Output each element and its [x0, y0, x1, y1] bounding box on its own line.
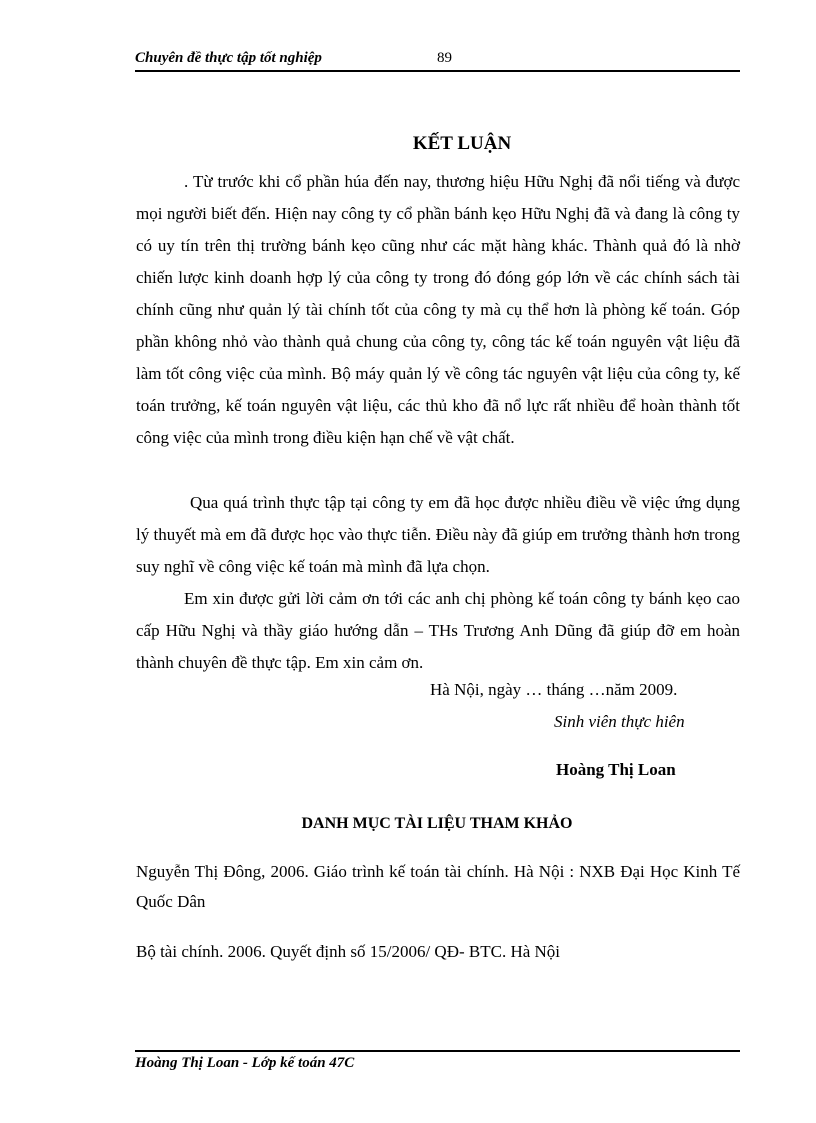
conclusion-paragraph-2: Qua quá trình thực tập tại công ty em đã học được nhiều điều về việc ứng dụng lý thuyết mà em đã được học vào thực tiễn. Điều này đã giúp em trưởng thành hơn trong suy nghĩ về công việc kế toán mà mình đã lựa chọn.: [136, 493, 740, 576]
header-page-number: 89: [437, 50, 452, 66]
conclusion-paragraph-1: . Từ trước khi cổ phần húa đến nay, thương hiệu Hữu Nghị đã nổi tiếng và được mọi người biết đến. Hiện nay công ty cổ phần bánh kẹo Hữu Nghị đã và đang là công ty có uy tín trên thị trường bánh kẹo cũng như các mặt hàng khác. Thành quả đó là nhờ chiến lược kinh doanh hợp lý của công ty trong đó đóng góp lớn về các chính sách tài chính cũng như quản lý tài chính tốt của công ty mà cụ thể hơn là phòng kế toán. Góp phần không nhỏ vào thành quả chung của công ty, công tác kế toán nguyên vật liệu đã làm tốt công việc của mình. Bộ máy quản lý về công tác nguyên vật liệu của công ty, kế toán trưởng, kế toán nguyên vật liệu, các thủ kho đã nổ lực rất nhiều để hoàn thành tốt công việc của mình trong điều kiện hạn chế về vật chất.: [136, 172, 740, 447]
header-title: Chuyên đề thực tập tốt nghiệp: [135, 50, 322, 66]
signature-role: Sinh viên thực hiên: [554, 712, 685, 731]
reference-item: Bộ tài chính. 2006. Quyết định số 15/2006/ QĐ- BTC. Hà Nội: [136, 942, 561, 961]
signature-name: Hoàng Thị Loan: [556, 760, 676, 779]
reference-item: Nguyễn Thị Đông, 2006. Giáo trình kế toán tài chính. Hà Nội : NXB Đại Học Kinh Tế Quốc Dân: [136, 862, 740, 911]
signature-date: Hà Nội, ngày … tháng …năm 2009.: [430, 680, 678, 699]
conclusion-paragraph-3: Em xin được gửi lời cảm ơn tới các anh chị phòng kế toán công ty bánh kẹo cao cấp Hữu Nghị và thầy giáo hướng dẫn – THs Trương Anh Dũng đã giúp đỡ em hoàn thành chuyên đề thực tập. Em xin cảm ơn.: [136, 589, 740, 672]
footer-text: Hoàng Thị Loan - Lớp kế toán 47C: [135, 1055, 355, 1071]
references-title: DANH MỤC TÀI LIỆU THAM KHẢO: [301, 815, 573, 832]
conclusion-title: KẾT LUẬN: [412, 133, 512, 154]
page-header: [135, 48, 740, 72]
